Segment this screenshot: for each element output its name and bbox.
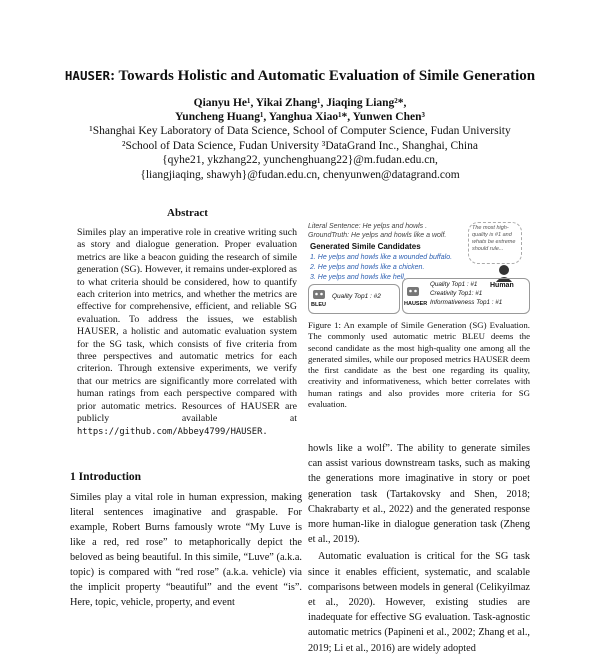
figure-1 [308, 222, 530, 314]
title-system-name: HAUSER [64, 68, 111, 83]
human-note: The most high-quality is #1 and whats be extreme should rule... [472, 225, 516, 252]
affil-line-1: ¹Shanghai Key Laboratory of Data Science, School of Computer Science, Fudan University [89, 125, 511, 137]
affil-line-4: {liangjiaqing, shawyh}@fudan.edu.cn, chenyunwen@datagrand.com [140, 168, 460, 181]
bleu-quality: Quality Top1 : #2 [332, 293, 381, 300]
hauser-informativeness: Informativeness Top1 : #1 [430, 299, 503, 306]
figure-groundtruth: GroundTruth: He yelps and howls like a wolf. [308, 232, 447, 239]
author-list [0, 96, 600, 124]
title-text: : Towards Holistic and Automatic Evaluation of Simile Generation [110, 68, 536, 84]
hauser-quality: Quality Top1 : #1 [430, 281, 478, 288]
bleu-label: BLEU [311, 302, 326, 308]
hauser-label: HAUSER [404, 301, 428, 307]
abstract-text: Similes play an imperative role in creative writing such as story and dialogue generation. Proper evaluation metrics are like a beacon guiding the research of simile generation (SG). However, it remains under-explored as to what criteria should be considered, how to quantify each criterion into metrics, and whether the metrics are effective for comprehensive, efficient, and reliable SG evaluation. To address the issues, we establish HAUSER, a holistic and automatic evaluation system for the SG task, which consists of five criteria from three perspectives and automatic metrics for each criterion. Through extensive experiments, we verify that our metrics are significantly more correlated with human ratings from each perspective compared with prior automatic metrics. Resources of HAUSER are publicly available at [77, 227, 297, 425]
authors-line-1: Qianyu He¹, Yikai Zhang¹, Jiaqing Liang²*, [193, 97, 407, 109]
authors-line-2: Yuncheng Huang¹, Yanghua Xiao¹*, Yunwen Chen³ [175, 111, 425, 123]
right-column-body [308, 441, 530, 656]
affiliations [0, 124, 600, 182]
affil-line-3: {qyhe21, ykzhang22, yunchenghuang22}@m.fudan.edu.cn, [162, 154, 438, 167]
figure-candidates-heading: Generated Simile Candidates [310, 242, 421, 251]
resource-link[interactable]: https://github.com/Abbey4799/HAUSER. [77, 426, 268, 437]
figure-candidate-2: 2. He yelps and howls like a chicken. [310, 264, 425, 271]
section-heading-introduction: 1 Introduction [70, 471, 142, 483]
figure-candidate-3: 3. He yelps and howls like hell. [310, 274, 406, 281]
figure-caption: Figure 1: An example of Simile Generation (SG) Evaluation. The commonly used automatic metric BLEU deems the second candidate as the most high-quality one among all the generated similes, while our proposed metrics HAUSER deem the first candidate as the best one regarding its quality, creativity and informativeness, which better correlates with human ratings and also provides more criteria for SG evaluation. [308, 320, 530, 410]
human-label: Human [490, 282, 514, 289]
right-paragraph-1: howls like a wolf”. The ability to generate similes can assist various downstream tasks, such as making the generations more imaginative in story or poet generation task (Tartakovsky and Shen, 2018; Chakrabarty et al., 2022) and the generated response more human-like in dialogue generation task (Zheng et al., 2019). [308, 443, 530, 546]
figure-literal-sentence: Literal Sentence: He yelps and howls . [308, 223, 428, 230]
paper-title [0, 68, 600, 85]
hauser-creativity: Creativity Top1: #1 [430, 290, 483, 297]
right-paragraph-2: Automatic evaluation is critical for the SG task since it enables efficient, systematic, and scalable comparisons between models in general (Celikyilmaz et al., 2020). However, existing studies are inadequate for effective SG evaluation. Task-agnostic automatic metrics (Papineni et al., 2002; Zhang et al., 2019; Li et al., 2016) are widely adopted [308, 551, 530, 654]
abstract-heading: Abstract [167, 207, 208, 219]
abstract-body [77, 227, 297, 438]
introduction-body: Similes play a vital role in human expression, making literal sentences imaginative and graspable. For example, Robert Burns famously wrote “My Luve is like a red, red rose” to metaphorically depict the beloved as being beautiful. In this simile, “Luve” (a.k.a. topic) is compared with “red rose” (a.k.a. vehicle) via the implicit property “beautiful” and the event “is”. Here, topic, vehicle, property, and event [70, 492, 302, 608]
affil-line-2: ²School of Data Science, Fudan University ³DataGrand Inc., Shanghai, China [122, 139, 478, 152]
figure-candidate-1: 1. He yelps and howls like a wounded buffalo. [310, 254, 453, 261]
